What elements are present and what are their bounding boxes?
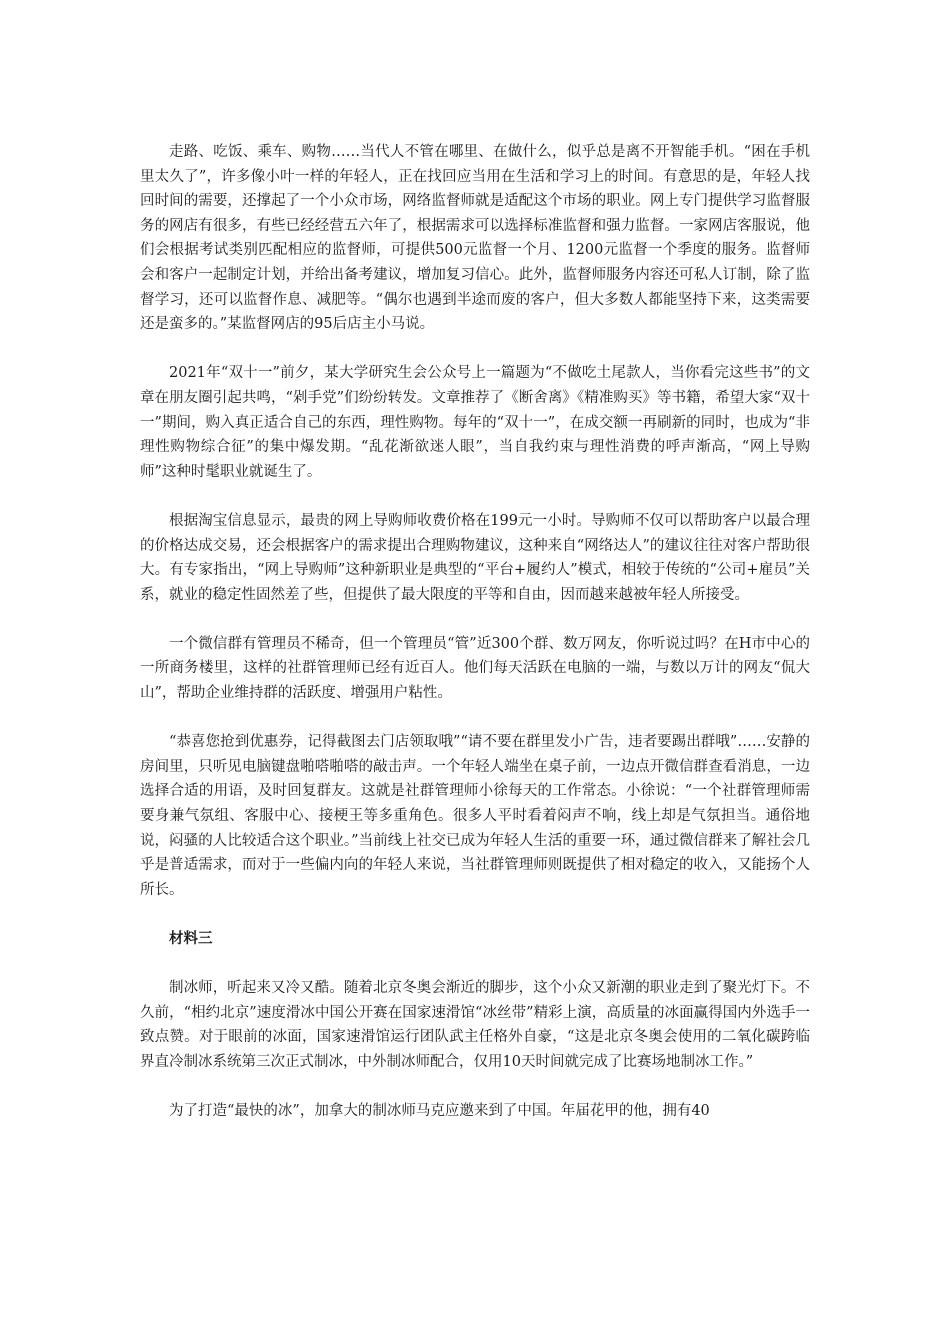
paragraph-double-eleven: 2021年“双十一”前夕，某大学研究生会公众号上一篇题为“不做吃土尾款人，当你看完这些书”的文章在朋友圈引起共鸣，“剁手党”们纷纷转发。文章推荐了《断舍离》《精准购买》等书籍，希望大家“双十一”期间，购入真正适合自己的东西，理性购物。每年的“双十一”，在成交额一再刷新的同时，也成为“非理性购物综合征”的集中爆发期。“乱花渐欲迷人眼”，当自我约束与理性消费的呼声渐高，“网上导购师”这种时髦职业就诞生了。 xyxy=(140,365,810,480)
paragraph-community-manager: 一个微信群有管理员不稀奇，但一个管理员“管”近300个群、数万网友，你听说过吗？在H市中心的一所商务楼里，这样的社群管理师已经有近百人。他们每天活跃在电脑的一端，与数以万计的网友“侃大山”，帮助企业维持群的活跃度、增强用户粘性。 xyxy=(140,635,810,702)
paragraph-ice-maker: 制冰师，听起来又冷又酷。随着北京冬奥会渐近的脚步，这个小众又新潮的职业走到了聚光灯下。不久前，“相约北京”速度滑冰中国公开赛在国家速滑馆“冰丝带”精彩上演，高质量的冰面赢得国内外选手一致点赞。对于眼前的冰面，国家速滑馆运行团队武主任格外自豪，“这是北京冬奥会使用的二氧化碳跨临界直冷制冰系统第三次正式制冰，中外制冰师配合，仅用10天时间就完成了比赛场地制冰工作。” xyxy=(140,980,810,1070)
section-heading: 材料三 xyxy=(169,931,213,947)
paragraph-shopping-guide: 根据淘宝信息显示，最贵的网上导购师收费价格在199元一小时。导购师不仅可以帮助客户以最合理的价格达成交易，还会根据客户的需求提出合理购物建议，这种来自“网络达人”的建议往往对客户帮助很大。有专家指出，“网上导购师”这种新职业是典型的“平台+履约人”模式，相较于传统的“公司+雇员”关系，就业的稳定性固然差了些，但提供了最大限度的平等和自由，因而越来越被年轻人所接受。 xyxy=(140,512,810,603)
document-body xyxy=(140,140,810,1148)
paragraph-ice-maker-mark: 为了打造“最快的冰”，加拿大的制冰师马克应邀来到了中国。年届花甲的他，拥有40 xyxy=(169,1103,710,1120)
paragraph-community-manager-daily: “恭喜您抢到优惠券，记得截图去门店领取哦”“请不要在群里发小广告，违者要踢出群哦”……安静的房间里，只听见电脑键盘啪嗒啪嗒的敲击声。一个年轻人端坐在桌子前，一边点开微信群查看消息，一边选择合适的用语，及时回复群友。这就是社群管理师小徐每天的工作常态。小徐说：“一个社群管理师需要身兼气氛组、客服中心、接梗王等多重角色。很多人平时看着闷声不响，线上却是气氛担当。通俗地说，闷骚的人比较适合这个职业。”当前线上社交已成为年轻人生活的重要一环，通过微信群来了解社会几乎是普适需求，而对于一些偏内向的年轻人来说，当社群管理师则既提供了相对稳定的收入，又能扬个人所长。 xyxy=(140,734,810,898)
paragraph-network-supervisor: 走路、吃饭、乘车、购物……当代人不管在哪里、在做什么，似乎总是离不开智能手机。“困在手机里太久了”，许多像小叶一样的年轻人，正在找回应当用在生活和学习上的时间。有意思的是，年轻人找回时间的需要，还撑起了一个小众市场，网络监督师就是适配这个市场的职业。网上专门提供学习监督服务的网店有很多，有些已经经营五六年了，根据需求可以选择标准监督和强力监督。一家网店客服说，他们会根据考试类别匹配相应的监督师，可提供500元监督一个月、1200元监督一个季度的服务。监督师会和客户一起制定计划，并给出备考建议，增加复习信心。此外，监督师服务内容还可私人订制，除了监督学习，还可以监督作息、减肥等。“偶尔也遇到半途而废的客户，但大多数人都能坚持下来，这类需要还是蛮多的。”某监督网店的95后店主小马说。 xyxy=(140,144,810,333)
